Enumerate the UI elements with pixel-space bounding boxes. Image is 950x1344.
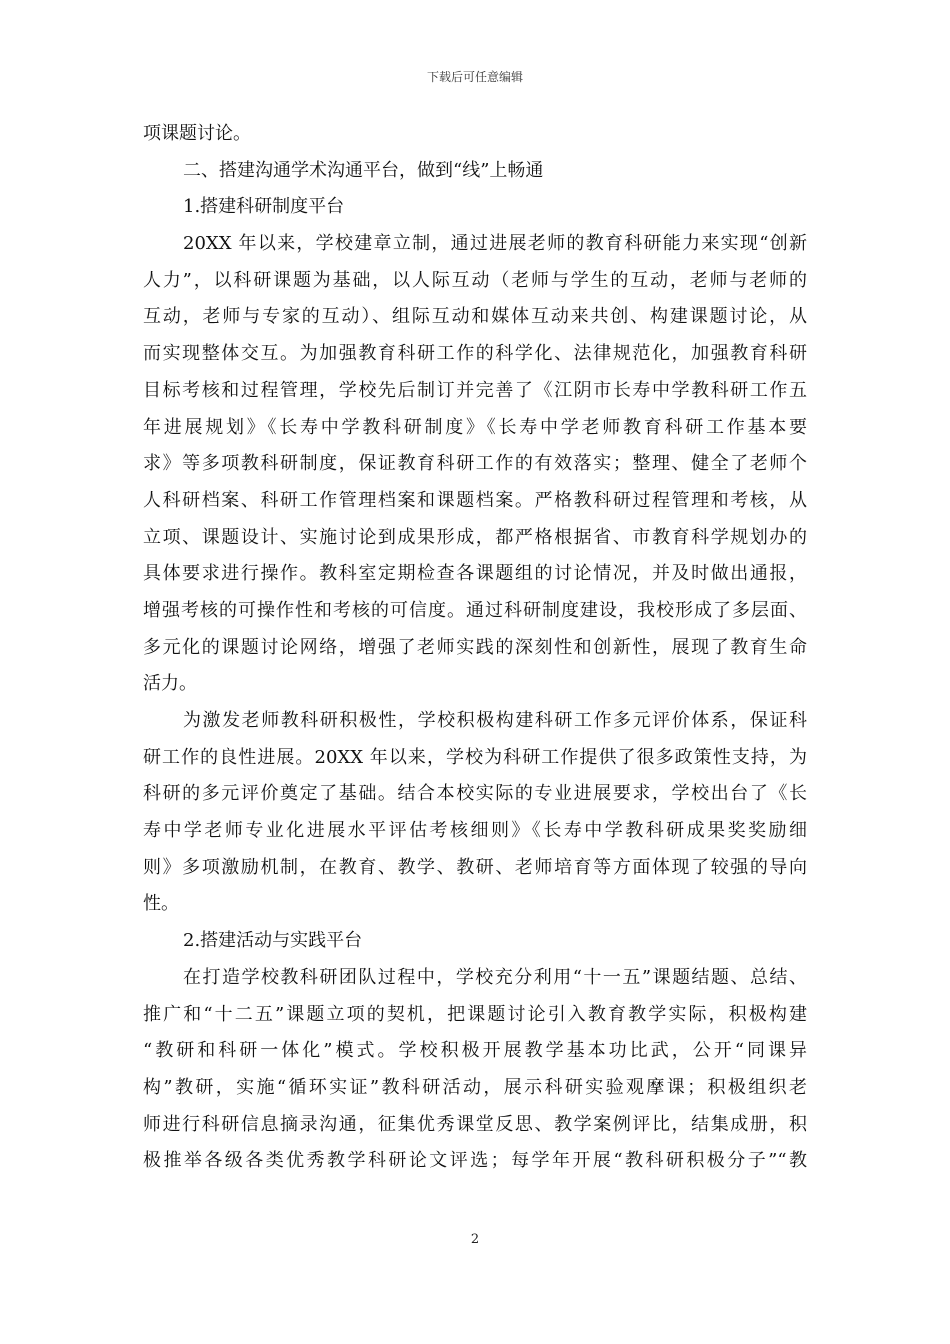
page-header: 下载后可任意编辑 <box>426 70 523 84</box>
text-line: 极推举各级各类优秀教学科研论文评选；每学年开展“教科研积极分子”“教 <box>143 1150 807 1172</box>
text-line: 师进行科研信息摘录沟通，征集优秀课堂反思、教学案例评比，结集成册，积 <box>143 1113 807 1135</box>
text-line: 而实现整体交互。为加强教育科研工作的科学化、法律规范化，加强教育科研 <box>143 343 807 365</box>
text-line: 在打造学校教科研团队过程中，学校充分利用“十一五”课题结题、总结、 <box>183 966 807 988</box>
text-line: 人力”，以科研课题为基础，以人际互动（老师与学生的互动，老师与老师的 <box>143 269 807 291</box>
text-line: 增强考核的可操作性和考核的可信度。通过科研制度建设，我校形成了多层面、 <box>143 599 807 621</box>
document-body <box>143 116 807 1180</box>
text-line: 具体要求进行操作。教科室定期检查各课题组的讨论情况，并及时做出通报， <box>143 563 807 585</box>
text-line: 年进展规划》《长寿中学教科研制度》《长寿中学老师教育科研工作基本要 <box>143 416 807 438</box>
text-line: 人科研档案、科研工作管理档案和课题档案。严格教科研过程管理和考核，从 <box>143 489 807 511</box>
text-line: 立项、课题设计、实施讨论到成果形成，都严格根据省、市教育科学规划办的 <box>143 526 807 548</box>
text-line: “教研和科研一体化”模式。学校积极开展教学基本功比武，公开“同课异 <box>143 1040 807 1062</box>
text-line: 多元化的课题讨论网络，增强了老师实践的深刻性和创新性，展现了教育生命 <box>143 636 807 658</box>
text-line: 构”教研，实施“循环实证”教科研活动，展示科研实验观摩课；积极组织老 <box>143 1076 807 1098</box>
text-line: 互动，老师与专家的互动）、组际互动和媒体互动来共创、构建课题讨论，从 <box>143 306 807 328</box>
text-line: 2.搭建活动与实践平台 <box>183 930 363 952</box>
text-line: 求》等多项教科研制度，保证教育科研工作的有效落实；整理、健全了老师个 <box>143 453 807 475</box>
text-line: 1.搭建科研制度平台 <box>183 196 345 218</box>
text-line: 20XX 年以来，学校建章立制，通过进展老师的教育科研能力来实现“创新 <box>183 233 807 255</box>
text-line: 则》多项激励机制，在教育、教学、教研、老师培育等方面体现了较强的导向 <box>143 856 807 878</box>
text-line: 活力。 <box>143 673 197 695</box>
text-line: 性。 <box>143 893 179 915</box>
page-number: 2 <box>470 1232 480 1247</box>
text-line: 目标考核和过程管理，学校先后制订并完善了《江阴市长寿中学教科研工作五 <box>143 379 807 401</box>
text-line: 为激发老师教科研积极性，学校积极构建科研工作多元评价体系，保证科 <box>183 710 807 731</box>
text-line: 二、搭建沟通学术沟通平台，做到“线”上畅通 <box>183 159 544 181</box>
text-line: 研工作的良性进展。20XX 年以来，学校为科研工作提供了很多政策性支持，为 <box>143 746 807 768</box>
text-line: 推广和“十二五”课题立项的契机，把课题讨论引入教育教学实际，积极构建 <box>143 1003 807 1025</box>
text-line: 项课题讨论。 <box>143 123 251 144</box>
text-line: 科研的多元评价奠定了基础。结合本校实际的专业进展要求，学校出台了《长 <box>143 783 807 805</box>
text-line: 寿中学老师专业化进展水平评估考核细则》《长寿中学教科研成果奖奖励细 <box>143 820 807 842</box>
